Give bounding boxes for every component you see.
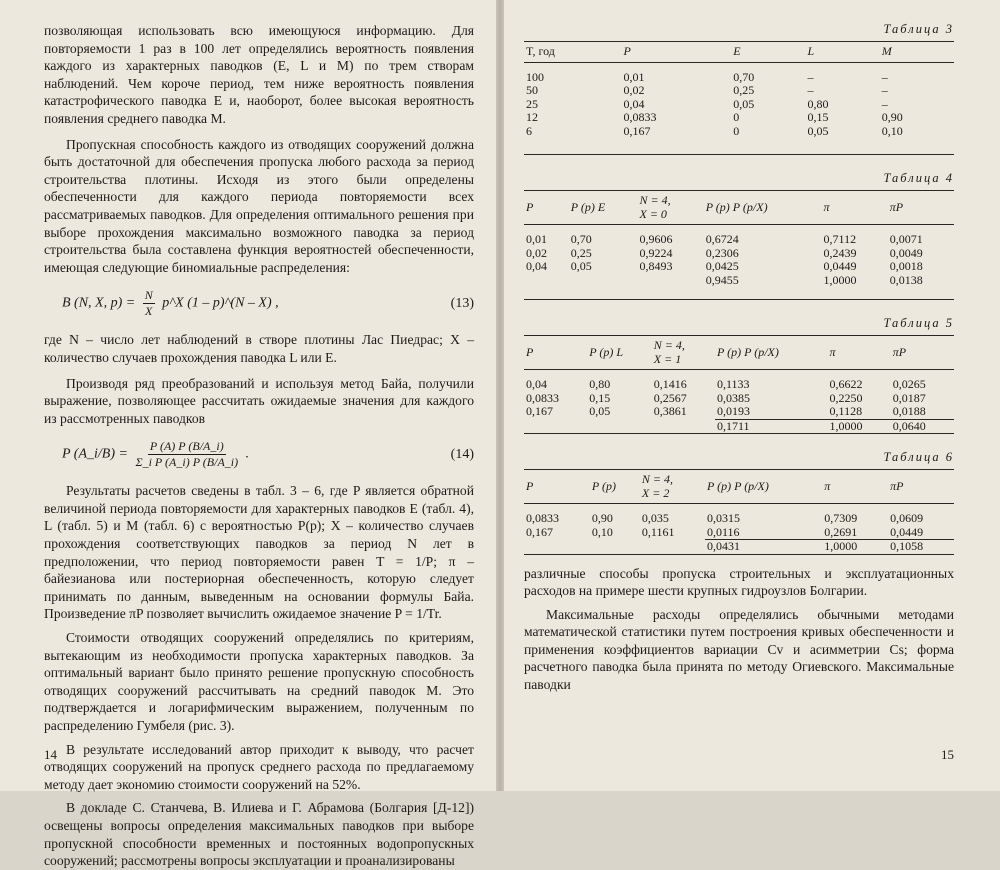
sum-cell: 0,0431: [705, 540, 822, 554]
table-cell: 0,80: [807, 96, 829, 111]
table-row: [524, 260, 954, 274]
column-header: P (p) L: [589, 344, 623, 359]
table-cell: 0,70: [570, 232, 592, 246]
table-sum-row: [524, 274, 954, 288]
paragraph: позволяющая использовать всю имеющуюся информацию. Для повторяемости 1 раз в 100 лет определялись вероятность появления каждого из характерных паводков (E, L и M) по трем створам наблюдений. Чем короче период, тем ниже вероятность появления катастрофического паводка E и, наоборот, более высокая вероятность появления среднего паводка M.: [44, 23, 474, 126]
table-cell: 0,10: [881, 123, 903, 138]
paragraph: В результате исследований автор приходит к выводу, что расчет отводящих сооружений на пропуск среднего расхода по предлагаемому методу дает экономию стоимости сооружений на 52%.: [44, 741, 474, 792]
table-cell: 100: [526, 69, 544, 84]
paragraph: В докладе С. Станчева, В. Илиева и Г. Абрамова (Болгария [Д-12]) освещены вопросы определения максимальных паводков при выборе пропускной способности временных и постоянных водопропускных сооружений; рассмотрены вопросы эксплуатации и проанализированы: [44, 800, 474, 869]
table-cell: 0,0425: [705, 259, 739, 273]
table-cell: 0,0449: [823, 259, 857, 273]
table-row: [524, 526, 954, 540]
table-cell: –: [881, 69, 888, 84]
column-header: P (p) P (p/X): [705, 199, 768, 214]
table-cell: 0,2567: [653, 390, 687, 405]
table-cell: 0,0833: [526, 511, 559, 525]
table-cell: 0,10: [591, 524, 613, 539]
table-cell: 0,0315: [706, 511, 740, 525]
fraction-denominator: Σ_i P (A_i) P (B/A_i): [135, 455, 239, 470]
table-4: [524, 171, 954, 300]
page-number: 14: [44, 747, 57, 762]
table-caption: Таблица 6: [883, 450, 954, 464]
table-cell: 0,3861: [653, 404, 687, 419]
table-header-row: [524, 42, 954, 63]
formula-number: (13): [450, 295, 474, 311]
sum-cell: 0,9455: [705, 272, 739, 287]
data-table: [524, 190, 954, 287]
table-row: [524, 71, 954, 85]
table-cell: 0,8493: [639, 259, 673, 273]
table-cell: 0,167: [526, 524, 553, 539]
table-cell: 0,15: [589, 390, 611, 405]
table-cell: 0,05: [570, 259, 592, 273]
table-cell: –: [881, 96, 888, 111]
table-cell: 0,9224: [639, 245, 673, 260]
sum-cell: 0,1711: [715, 419, 828, 433]
table-cell: 0,2691: [824, 524, 858, 539]
table-cell: 0,05: [807, 123, 829, 138]
right-page: [504, 0, 1000, 791]
table-cell: 0,0187: [892, 390, 926, 405]
table-cell: 0,1128: [829, 404, 863, 418]
table-cell: 0,1133: [716, 377, 750, 391]
table-cell: 0,02: [526, 245, 547, 260]
table-cell: 0,0071: [889, 232, 923, 246]
fraction-denominator: X: [145, 304, 153, 319]
table-6: [524, 450, 954, 555]
fraction-numerator: P (A) P (B/A_i): [149, 439, 224, 454]
table-row: [524, 233, 954, 247]
column-header: E: [733, 44, 741, 58]
fraction-numerator: N: [144, 288, 153, 303]
table-cell: 0,1416: [653, 377, 687, 391]
table-row: [524, 512, 954, 526]
table-cell: 6: [526, 123, 532, 138]
table-cell: 0,05: [733, 96, 755, 111]
column-header: P: [526, 199, 534, 214]
formula-number: (14): [450, 446, 474, 462]
table-cell: 0,0265: [892, 377, 926, 391]
table-cell: 0,0833: [623, 110, 657, 124]
formula-14: [62, 439, 474, 470]
sum-cell: 1,0000: [823, 272, 857, 287]
table-row: [524, 378, 954, 392]
column-header: π: [829, 344, 836, 359]
formula-lhs: B (N, X, p) =: [62, 296, 136, 312]
table-header-row: [524, 470, 954, 504]
table-cell: 50: [526, 83, 538, 97]
table-cell: 0,0449: [890, 524, 924, 539]
table-caption: Таблица 5: [883, 316, 954, 330]
table-row: [524, 84, 954, 98]
table-cell: 0,90: [591, 511, 613, 525]
column-header: T, год: [526, 44, 555, 58]
table-row: [524, 405, 954, 419]
sum-cell: 0,0640: [891, 419, 954, 433]
column-header: N = 4, X = 0: [639, 193, 671, 221]
data-table: [524, 41, 954, 138]
column-header: πP: [890, 478, 904, 493]
table-cell: 0,167: [623, 123, 651, 138]
table-cell: 0,0833: [526, 390, 559, 405]
table-cell: –: [807, 83, 814, 97]
column-header: P (p) P (p/X): [716, 344, 779, 359]
data-table: [524, 335, 954, 433]
table-cell: 0,01: [623, 69, 645, 84]
formula-tail: .: [245, 447, 250, 462]
table-cell: 0,2250: [829, 390, 863, 405]
paragraph: Максимальные расходы определялись обычными методами математической статистики путем построения кривых обеспеченности и применения коэффициентов вариации Cv и асимметрии Cs; форма расчетного паводка была принята по методу Огиевского. Максимальные паводки: [524, 606, 954, 693]
column-header: π: [824, 478, 831, 493]
table-cell: 0,0385: [716, 390, 750, 405]
formula-rhs: p^X (1 – p)^(N – X) ,: [162, 296, 279, 312]
column-header: P: [526, 478, 534, 493]
table-cell: 0,2439: [823, 245, 857, 260]
book-gutter: [496, 0, 504, 791]
column-header: πP: [889, 199, 904, 214]
table-cell: 0,01: [526, 232, 547, 246]
data-table: [524, 469, 954, 554]
table-cell: 0,04: [526, 377, 547, 391]
table-caption: Таблица 4: [883, 171, 954, 185]
page-number: 15: [941, 747, 954, 762]
table-cell: 0,04: [623, 96, 645, 111]
table-cell: 0,167: [526, 404, 553, 419]
table-row: [524, 111, 954, 125]
table-cell: 0,04: [526, 259, 547, 273]
column-header: P (p) E: [570, 199, 606, 214]
table-cell: 0,6622: [829, 377, 863, 391]
table-cell: 0,6724: [705, 232, 739, 246]
column-header: L: [807, 44, 815, 58]
table-cell: 0,1161: [641, 524, 675, 539]
fraction: [135, 439, 238, 470]
column-header: P (p) P (p/X): [706, 478, 769, 493]
table-cell: 25: [526, 96, 538, 111]
table-cell: 0,90: [881, 110, 903, 124]
paragraph: Производя ряд преобразований и используя метод Байа, получили выражение, позволяющее рассчитать ожидаемые значения для каждого из рассмотренных паводков: [44, 375, 474, 426]
table-3: [524, 22, 954, 155]
paragraph: где N – число лет наблюдений в створе плотины Лас Пиедрас; X – количество случаев прохождения паводка L или E.: [44, 332, 474, 365]
table-5: [524, 316, 954, 434]
table-cell: –: [807, 69, 814, 84]
column-header: π: [823, 199, 830, 214]
column-header: N = 4, X = 2: [641, 472, 673, 500]
sum-cell: 0,0138: [889, 272, 923, 287]
table-cell: 0,25: [570, 245, 592, 260]
table-cell: 0,0188: [892, 404, 926, 418]
table-cell: –: [881, 83, 888, 97]
table-cell: 0,05: [589, 404, 611, 419]
table-header-row: [524, 191, 954, 225]
paragraph: различные способы пропуска строительных и эксплуатационных расходов на примере шести крупных гидроузлов Болгарии.: [524, 565, 954, 599]
sum-cell: 0,1058: [888, 540, 954, 554]
formula-lhs: P (A_i/B) =: [62, 447, 128, 462]
table-cell: 0,80: [589, 377, 611, 391]
formula-13: [62, 288, 474, 319]
table-cell: 0: [733, 110, 740, 124]
table-cell: 0,0018: [889, 259, 923, 273]
table-sum-row: [524, 540, 954, 554]
table-row: [524, 125, 954, 139]
fraction: [143, 288, 155, 319]
column-header: P (p): [591, 478, 616, 493]
table-cell: 0,035: [641, 511, 669, 525]
table-cell: 0: [733, 123, 740, 138]
sum-cell: 1,0000: [828, 419, 891, 433]
sum-cell: 1,0000: [822, 540, 888, 554]
table-cell: 0,70: [733, 69, 755, 84]
column-header: P: [623, 44, 631, 58]
table-cell: 0,0049: [889, 245, 923, 260]
table-cell: 0,7309: [824, 511, 858, 525]
paragraph: Стоимости отводящих сооружений определялись по критериям, вытекающим из необходимости пропуска характерных паводков. За оптимальный вариант было принято решение пропускную способность отводящих сооружений рассчитывать на средний паводок M. Это подтверждается и логарифмическим выражением, полученным по распределению Гумбеля (рис. 3).: [44, 630, 474, 733]
table-sum-row: [524, 419, 954, 433]
table-cell: 0,0193: [716, 404, 750, 418]
column-header: P: [526, 344, 534, 359]
table-row: [524, 98, 954, 112]
table-cell: 0,0609: [890, 511, 924, 525]
column-header: M: [881, 44, 892, 58]
table-cell: 0,7112: [823, 232, 857, 246]
table-cell: 0,02: [623, 83, 645, 97]
table-row: [524, 247, 954, 261]
paragraph: Результаты расчетов сведены в табл. 3 – 6, где P является обратной величиной периода повторяемости для характерных паводков E (табл. 4), L (табл. 5) и M (табл. 6) с вероятностью P(p); X – количество случаев прохождения соответствующих паводков за период N лет в предположении, что период повторяемости равен T = 1/P; π – байезианова или постериорная обеспеченность, которую следует принимать по данным, выведенным на основании формулы Байа. Произведение πP позволяет вычислить ожидаемое значение P = 1/Tr.: [44, 483, 474, 622]
table-cell: 0,0116: [706, 524, 740, 539]
table-cell: 0,2306: [705, 245, 739, 260]
table-header-row: [524, 336, 954, 370]
table-cell: 0,15: [807, 110, 829, 124]
table-cell: 12: [526, 110, 538, 124]
table-row: [524, 392, 954, 406]
paragraph: Пропускная способность каждого из отводящих сооружений должна быть достаточной для обеспечения пропуска любого расхода за период строительства плотины. Исходя из этого были определены обеспеченности для каждого периода повторяемости всех рассматриваемых паводков. Для определения оптимального решения при выборе прохождения максимально возможного паводка за период строительства была составлена функция вероятностей обеспеченности, имеющая следующие биномиальные распределения:: [44, 136, 474, 275]
table-caption: Таблица 3: [883, 22, 954, 36]
column-header: πP: [892, 344, 907, 359]
left-page: [0, 0, 496, 869]
column-header: N = 4, X = 1: [653, 338, 685, 366]
table-cell: 0,25: [733, 83, 755, 97]
table-cell: 0,9606: [639, 232, 673, 246]
